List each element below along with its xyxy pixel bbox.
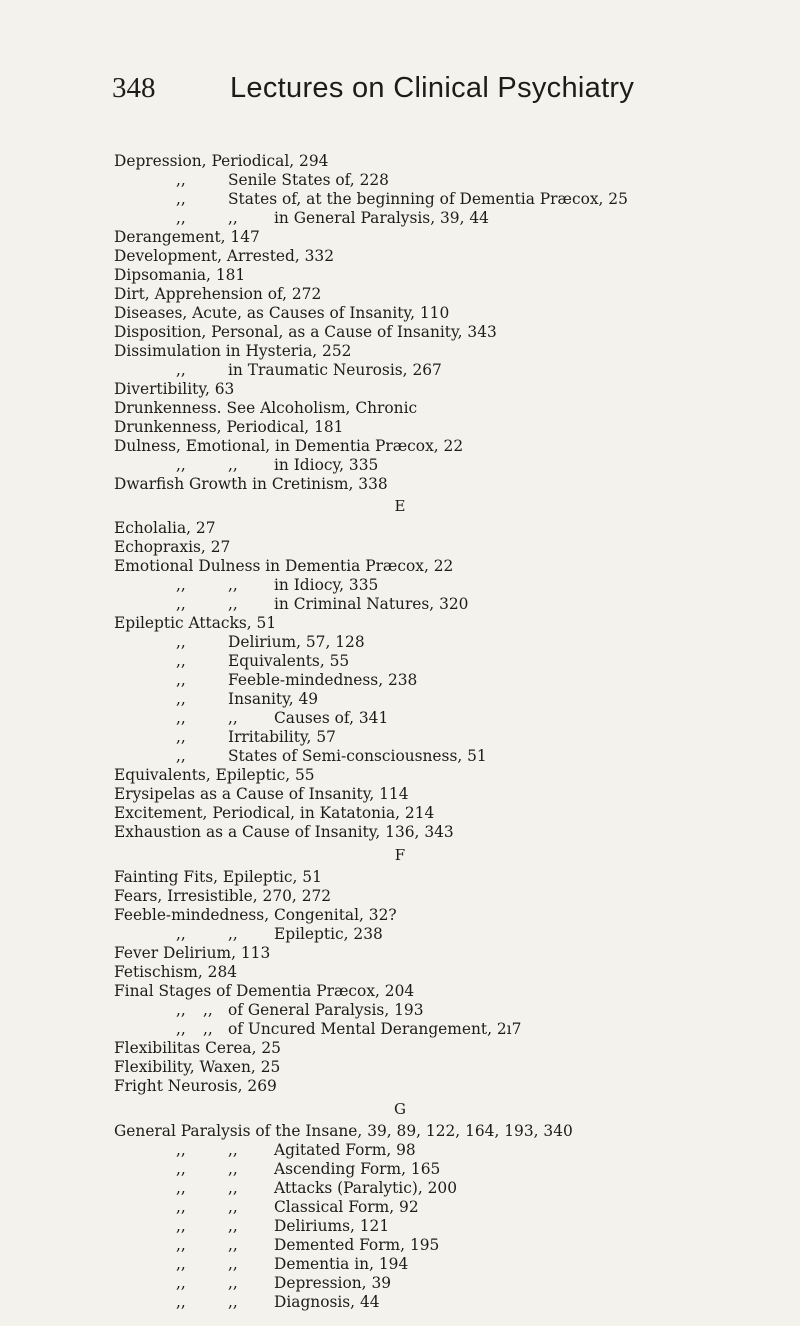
- ditto-mark: ,,: [176, 690, 186, 708]
- entry-text: Agitated Form, 98: [274, 1141, 416, 1159]
- entry-text: Depression, 39: [274, 1274, 392, 1292]
- ditto-mark: ,,: [176, 1141, 186, 1159]
- index-entry: Final Stages of Dementia Præcox, 204: [114, 982, 415, 1000]
- entry-text: of Uncured Mental Derangement, 2ı7: [228, 1020, 522, 1038]
- index-entry: Feeble-mindedness, Congenital, 32?: [114, 906, 397, 924]
- entry-text: Ascending Form, 165: [274, 1160, 441, 1178]
- running-header: [112, 72, 650, 112]
- index-entry: Fever Delirium, 113: [114, 944, 271, 962]
- entry-text: Equivalents, 55: [228, 652, 350, 670]
- ditto-mark: ,,: [203, 1001, 213, 1019]
- entry-text: in Criminal Natures, 320: [274, 595, 469, 613]
- index-entry: Depression, Periodical, 294: [114, 152, 329, 170]
- ditto-mark: ,,: [228, 209, 238, 227]
- index-entry: Epileptic Attacks, 51: [114, 614, 277, 632]
- ditto-mark: ,,: [176, 1198, 186, 1216]
- index-entry: Emotional Dulness in Dementia Præcox, 22: [114, 557, 454, 575]
- entry-text: Demented Form, 195: [274, 1236, 440, 1254]
- ditto-mark: ,,: [228, 1255, 238, 1273]
- ditto-mark: ,,: [228, 1293, 238, 1311]
- ditto-mark: ,,: [176, 171, 186, 189]
- index-entry: Exhaustion as a Cause of Insanity, 136, 343: [114, 823, 454, 841]
- index-entry: Dissimulation in Hysteria, 252: [114, 342, 352, 360]
- index-entry: Erysipelas as a Cause of Insanity, 114: [114, 785, 409, 803]
- ditto-mark: ,,: [176, 576, 186, 594]
- ditto-mark: ,,: [176, 595, 186, 613]
- ditto-mark: ,,: [176, 361, 186, 379]
- entry-text: Feeble-mindedness, 238: [228, 671, 418, 689]
- ditto-mark: ,,: [228, 925, 238, 943]
- ditto-mark: ,,: [176, 652, 186, 670]
- entry-text: in Idiocy, 335: [274, 576, 379, 594]
- ditto-mark: ,,: [176, 1274, 186, 1292]
- ditto-mark: ,,: [176, 1001, 186, 1019]
- entry-text: Senile States of, 228: [228, 171, 389, 189]
- ditto-mark: ,,: [228, 595, 238, 613]
- index-entry: Diseases, Acute, as Causes of Insanity, 110: [114, 304, 450, 322]
- ditto-mark: ,,: [176, 190, 186, 208]
- ditto-mark: ,,: [228, 1274, 238, 1292]
- ditto-mark: ,,: [176, 1236, 186, 1254]
- entry-text: Attacks (Paralytic), 200: [274, 1179, 458, 1197]
- index-entry: Fears, Irresistible, 270, 272: [114, 887, 332, 905]
- index-entry: Drunkenness. See Alcoholism, Chronic: [114, 399, 418, 417]
- index-entry: Development, Arrested, 332: [114, 247, 335, 265]
- book-title: Lectures on Clinical Psychiatry: [230, 72, 635, 104]
- section-letter-e: E: [394, 497, 406, 515]
- entry-text: in General Paralysis, 39, 44: [274, 209, 489, 227]
- index-entry: Equivalents, Epileptic, 55: [114, 766, 315, 784]
- index-entry: Divertibility, 63: [114, 380, 235, 398]
- ditto-mark: ,,: [176, 925, 186, 943]
- entry-text: Diagnosis, 44: [274, 1293, 380, 1311]
- index-entry: General Paralysis of the Insane, 39, 89, 122, 164, 193, 340: [114, 1122, 573, 1140]
- index-entry: Dirt, Apprehension of, 272: [114, 285, 322, 303]
- index-entry: Fetischism, 284: [114, 963, 238, 981]
- ditto-mark: ,,: [203, 1020, 213, 1038]
- index-entry: Fainting Fits, Epileptic, 51: [114, 868, 322, 886]
- index-entry: Drunkenness, Periodical, 181: [114, 418, 344, 436]
- ditto-mark: ,,: [176, 1293, 186, 1311]
- entry-text: of General Paralysis, 193: [228, 1001, 424, 1019]
- ditto-mark: ,,: [176, 1179, 186, 1197]
- ditto-mark: ,,: [228, 456, 238, 474]
- entry-text: in Idiocy, 335: [274, 456, 379, 474]
- ditto-mark: ,,: [228, 1160, 238, 1178]
- ditto-mark: ,,: [176, 1160, 186, 1178]
- entry-text: in Traumatic Neurosis, 267: [228, 361, 442, 379]
- index-entry: Derangement, 147: [114, 228, 260, 246]
- entry-text: Classical Form, 92: [274, 1198, 419, 1216]
- entry-text: States of Semi-consciousness, 51: [228, 747, 487, 765]
- index-entry: Fright Neurosis, 269: [114, 1077, 277, 1095]
- ditto-mark: ,,: [176, 1020, 186, 1038]
- ditto-mark: ,,: [228, 1179, 238, 1197]
- entry-text: States of, at the beginning of Dementia Præcox, 25: [228, 190, 628, 208]
- ditto-mark: ,,: [228, 1141, 238, 1159]
- ditto-mark: ,,: [176, 456, 186, 474]
- index-entry: Flexibilitas Cerea, 25: [114, 1039, 281, 1057]
- index-entry: Dulness, Emotional, in Dementia Præcox, 22: [114, 437, 464, 455]
- ditto-mark: ,,: [176, 633, 186, 651]
- entry-text: Epileptic, 238: [274, 925, 383, 943]
- ditto-mark: ,,: [176, 728, 186, 746]
- entry-text: Dementia in, 194: [274, 1255, 409, 1273]
- ditto-mark: ,,: [176, 747, 186, 765]
- section-letter-g: G: [394, 1100, 406, 1118]
- entry-text: Causes of, 341: [274, 709, 389, 727]
- ditto-mark: ,,: [228, 709, 238, 727]
- section-letter-f: F: [394, 846, 406, 864]
- ditto-mark: ,,: [228, 1217, 238, 1235]
- ditto-mark: ,,: [176, 1255, 186, 1273]
- index-entry: Echolalia, 27: [114, 519, 216, 537]
- ditto-mark: ,,: [228, 576, 238, 594]
- entry-text: Irritability, 57: [228, 728, 336, 746]
- entry-text: Delirium, 57, 128: [228, 633, 365, 651]
- page-number: 348: [112, 72, 156, 104]
- ditto-mark: ,,: [228, 1236, 238, 1254]
- index-entry: Excitement, Periodical, in Katatonia, 214: [114, 804, 435, 822]
- index-entry: Disposition, Personal, as a Cause of Insanity, 343: [114, 323, 497, 341]
- index-entry: Dipsomania, 181: [114, 266, 246, 284]
- ditto-mark: ,,: [176, 709, 186, 727]
- index-entry: Flexibility, Waxen, 25: [114, 1058, 281, 1076]
- index-entry: Dwarfish Growth in Cretinism, 338: [114, 475, 388, 493]
- entry-text: Insanity, 49: [228, 690, 319, 708]
- entry-text: Deliriums, 121: [274, 1217, 390, 1235]
- index-entry: Echopraxis, 27: [114, 538, 231, 556]
- ditto-mark: ,,: [176, 671, 186, 689]
- ditto-mark: ,,: [176, 1217, 186, 1235]
- ditto-mark: ,,: [228, 1198, 238, 1216]
- ditto-mark: ,,: [176, 209, 186, 227]
